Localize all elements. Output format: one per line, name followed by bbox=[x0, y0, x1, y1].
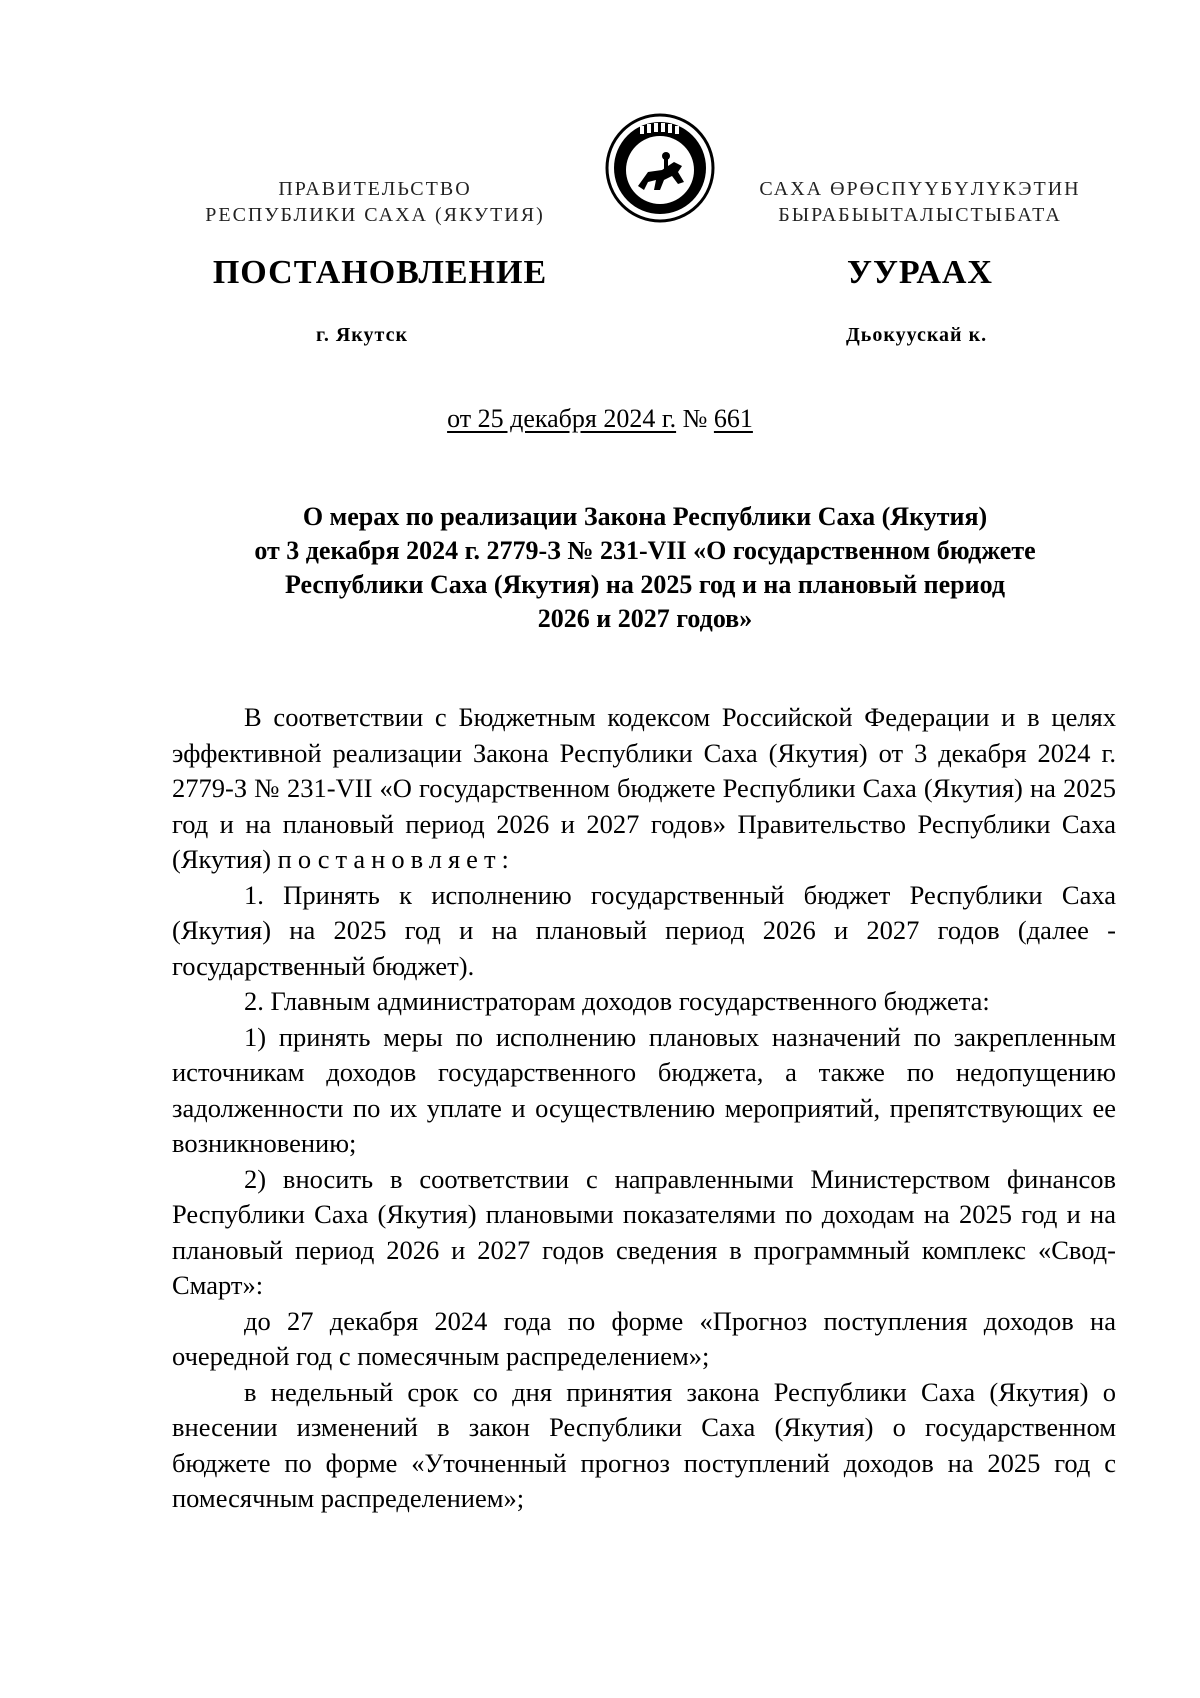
document-date: от 25 декабря 2024 г. bbox=[447, 404, 677, 433]
document-date-number bbox=[0, 404, 1200, 434]
paragraph-deadline-2: в недельный срок со дня принятия закона Республики Саха (Якутия) о внесении изменений в закон Республики Саха (Якутия) о государственном бюджете по форме «Уточненный прогноз поступлений доходов на 2025 год с помесячным распределением»; bbox=[172, 1376, 1116, 1513]
paragraph-item-2: 2. Главным администраторам доходов государственного бюджета: bbox=[244, 986, 990, 1016]
resolves-word: постановляет: bbox=[277, 844, 515, 874]
document-heading bbox=[170, 500, 1120, 636]
city-russian: г. Якутск bbox=[316, 324, 408, 346]
heading-line-4: 2026 и 2027 годов» bbox=[537, 604, 753, 633]
heading-line-2: от 3 декабря 2024 г. 2779-З № 231-VII «О государственном бюджете bbox=[254, 536, 1036, 565]
document-number: 661 bbox=[713, 404, 753, 433]
document-type-russian: ПОСТАНОВЛЕНИЕ bbox=[212, 254, 548, 291]
paragraph-subitem-2: 2) вносить в соответствии с направленными Министерством финансов Республики Саха (Якутия) плановыми показателями по доходам на 2025 год и на плановый период 2026 и 2027 годов сведения в программный комплекс «Свод-Смарт»: bbox=[172, 1163, 1116, 1300]
document-type-sakha: УУРААХ bbox=[847, 254, 993, 291]
number-sign: № bbox=[682, 404, 708, 433]
issuer-line-1: ПРАВИТЕЛЬСТВО bbox=[278, 178, 472, 200]
issuer-line-2: РЕСПУБЛИКИ САХА (ЯКУТИЯ) bbox=[205, 204, 545, 226]
paragraph-item-1: 1. Принять к исполнению государственный бюджет Республики Саха (Якутия) на 2025 год и на плановый период 2026 и 2027 годов (далее - государственный бюджет). bbox=[172, 879, 1116, 981]
issuer-line-2: БЫРАБЫЫТАЛЫСТЫБАТА bbox=[778, 204, 1062, 226]
issuer-line-1: САХА ӨРӨСПҮҮБҮЛҮКЭТИН bbox=[759, 178, 1081, 200]
heading-line-1: О мерах по реализации Закона Республики Саха (Якутия) bbox=[302, 502, 988, 531]
paragraph-preamble bbox=[172, 700, 1116, 878]
city-sakha: Дьокуускай к. bbox=[846, 324, 988, 346]
sakha-republic-coat-of-arms-icon bbox=[604, 112, 716, 224]
issuer-name-russian bbox=[185, 176, 565, 228]
heading-line-3: Республики Саха (Якутия) на 2025 год и на плановый период bbox=[284, 570, 1005, 599]
document-body bbox=[172, 700, 1116, 1517]
paragraph-deadline-1: до 27 декабря 2024 года по форме «Прогноз поступления доходов на очередной год с помесячным распределением»; bbox=[172, 1305, 1116, 1371]
preamble-text: В соответствии с Бюджетным кодексом Российской Федерации и в целях эффективной реализации Закона Республики Саха (Якутия) от 3 декабря 2024 г. 2779-З № 231-VII «О государственном бюджете Республики Саха (Якутия) на 2025 год и на плановый период 2026 и 2027 годов» Правительство Республики Саха (Якутия) bbox=[172, 702, 1116, 874]
paragraph-subitem-1: 1) принять меры по исполнению плановых назначений по закрепленным источникам доходов государственного бюджета, а также по недопущению задолженности по их уплате и осуществлению мероприятий, препятствующих ее возникновению; bbox=[172, 1021, 1116, 1158]
issuer-name-sakha bbox=[740, 176, 1100, 228]
